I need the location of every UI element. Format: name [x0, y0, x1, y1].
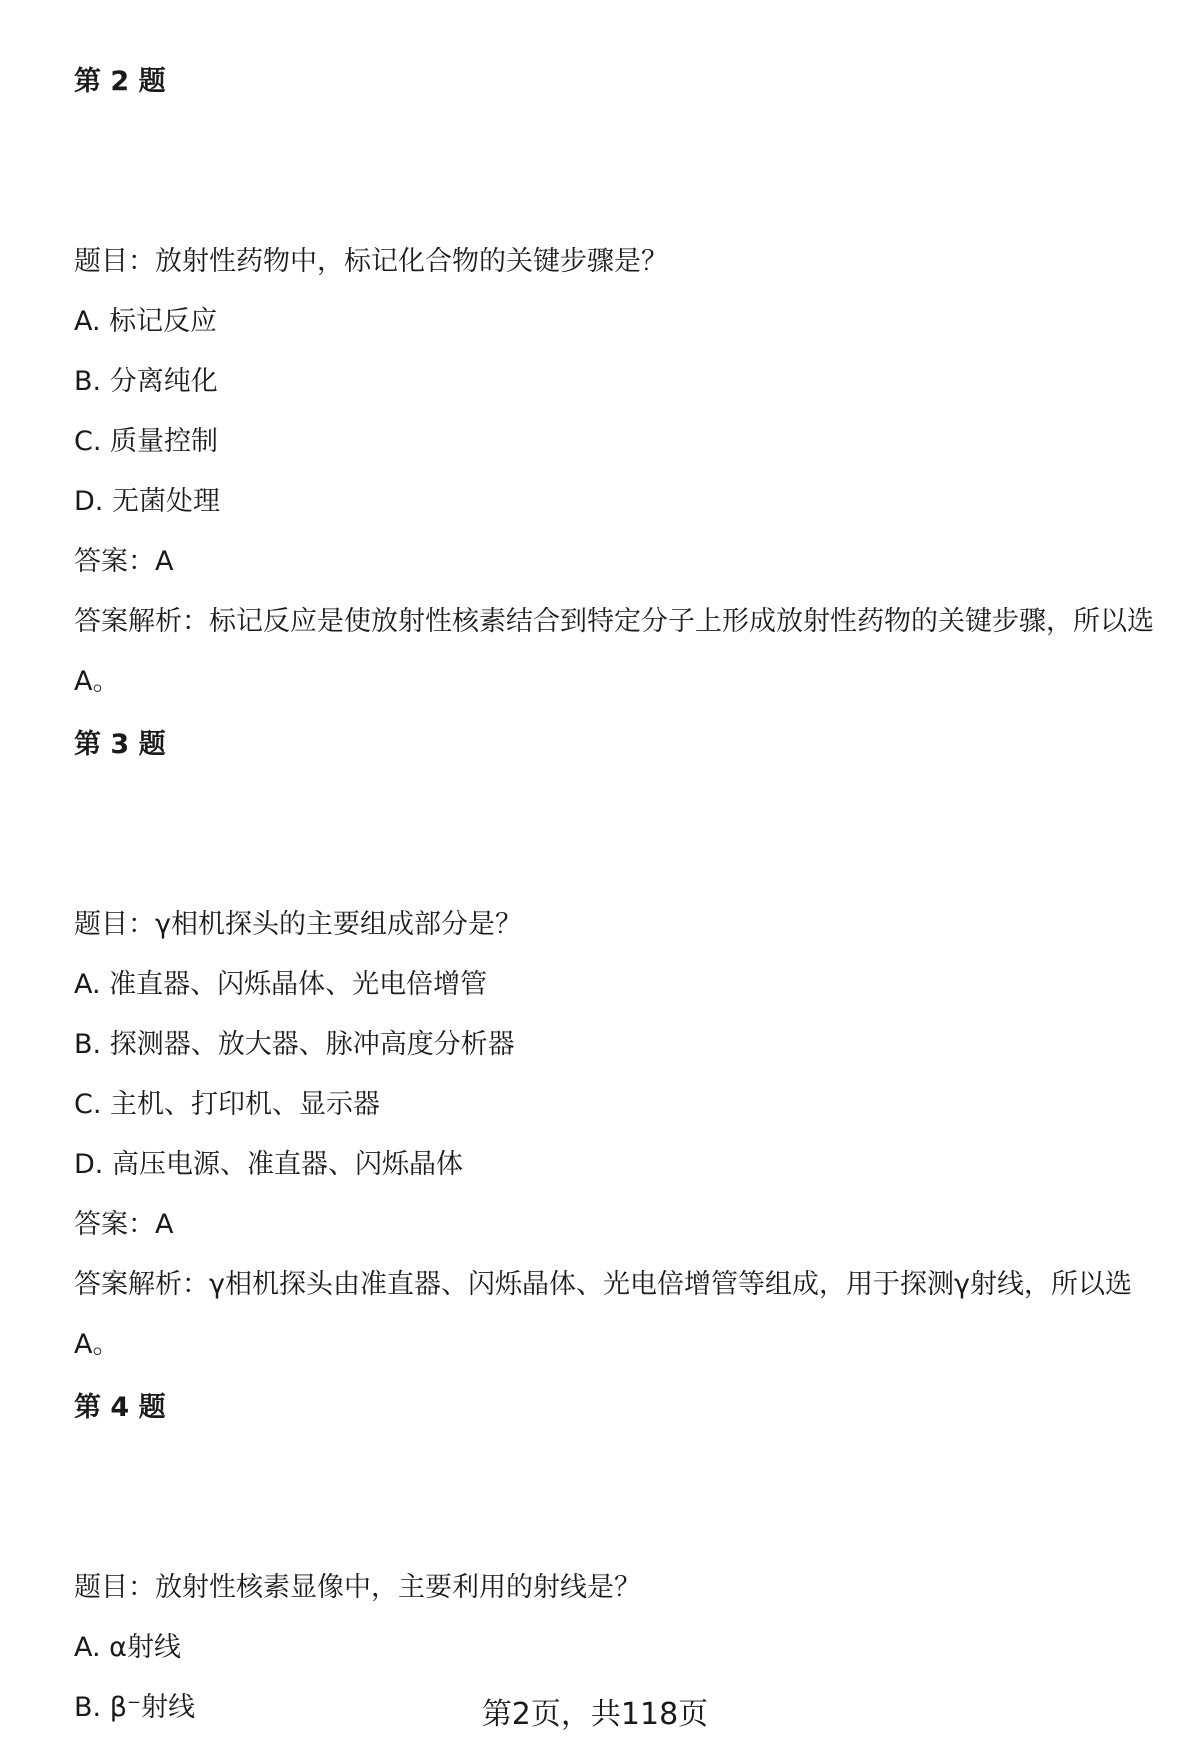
- answer: 答案：A: [74, 1209, 174, 1240]
- page-number-footer: 第2页，共118页: [481, 1697, 709, 1732]
- answer: 答案：A: [74, 546, 174, 577]
- question-3: [74, 725, 1154, 1375]
- option-c: C. 主机、打印机、显示器: [74, 1089, 381, 1120]
- question-2: [74, 62, 1154, 712]
- question-stem: 题目：γ相机探头的主要组成部分是？: [74, 909, 522, 940]
- option-b: B. 探测器、放大器、脉冲高度分析器: [74, 1029, 515, 1060]
- answer-explanation: 答案解析：标记反应是使放射性核素结合到特定分子上形成放射性药物的关键步骤，所以选A。: [74, 606, 1154, 697]
- option-a: A. α射线: [74, 1632, 181, 1663]
- option-a: A. 准直器、闪烁晶体、光电倍增管: [74, 969, 488, 1000]
- question-stem: 题目：放射性核素显像中，主要利用的射线是？: [74, 1572, 641, 1603]
- question-heading: 第 4 题: [74, 1392, 166, 1423]
- question-heading: 第 2 题: [74, 66, 166, 97]
- answer-explanation: 答案解析：γ相机探头由准直器、闪烁晶体、光电倍增管等组成，用于探测γ射线，所以选A。: [74, 1269, 1132, 1360]
- option-d: D. 高压电源、准直器、闪烁晶体: [74, 1149, 463, 1180]
- document-page: [74, 0, 1154, 1755]
- option-b: B. β⁻射线: [74, 1692, 196, 1723]
- question-4: [74, 1388, 1154, 1738]
- option-c: C. 质量控制: [74, 426, 219, 457]
- option-d: D. 无菌处理: [74, 486, 220, 517]
- option-a: A. 标记反应: [74, 306, 218, 337]
- question-stem: 题目：放射性药物中，标记化合物的关键步骤是？: [74, 246, 668, 277]
- option-b: B. 分离纯化: [74, 366, 218, 397]
- question-heading: 第 3 题: [74, 729, 166, 760]
